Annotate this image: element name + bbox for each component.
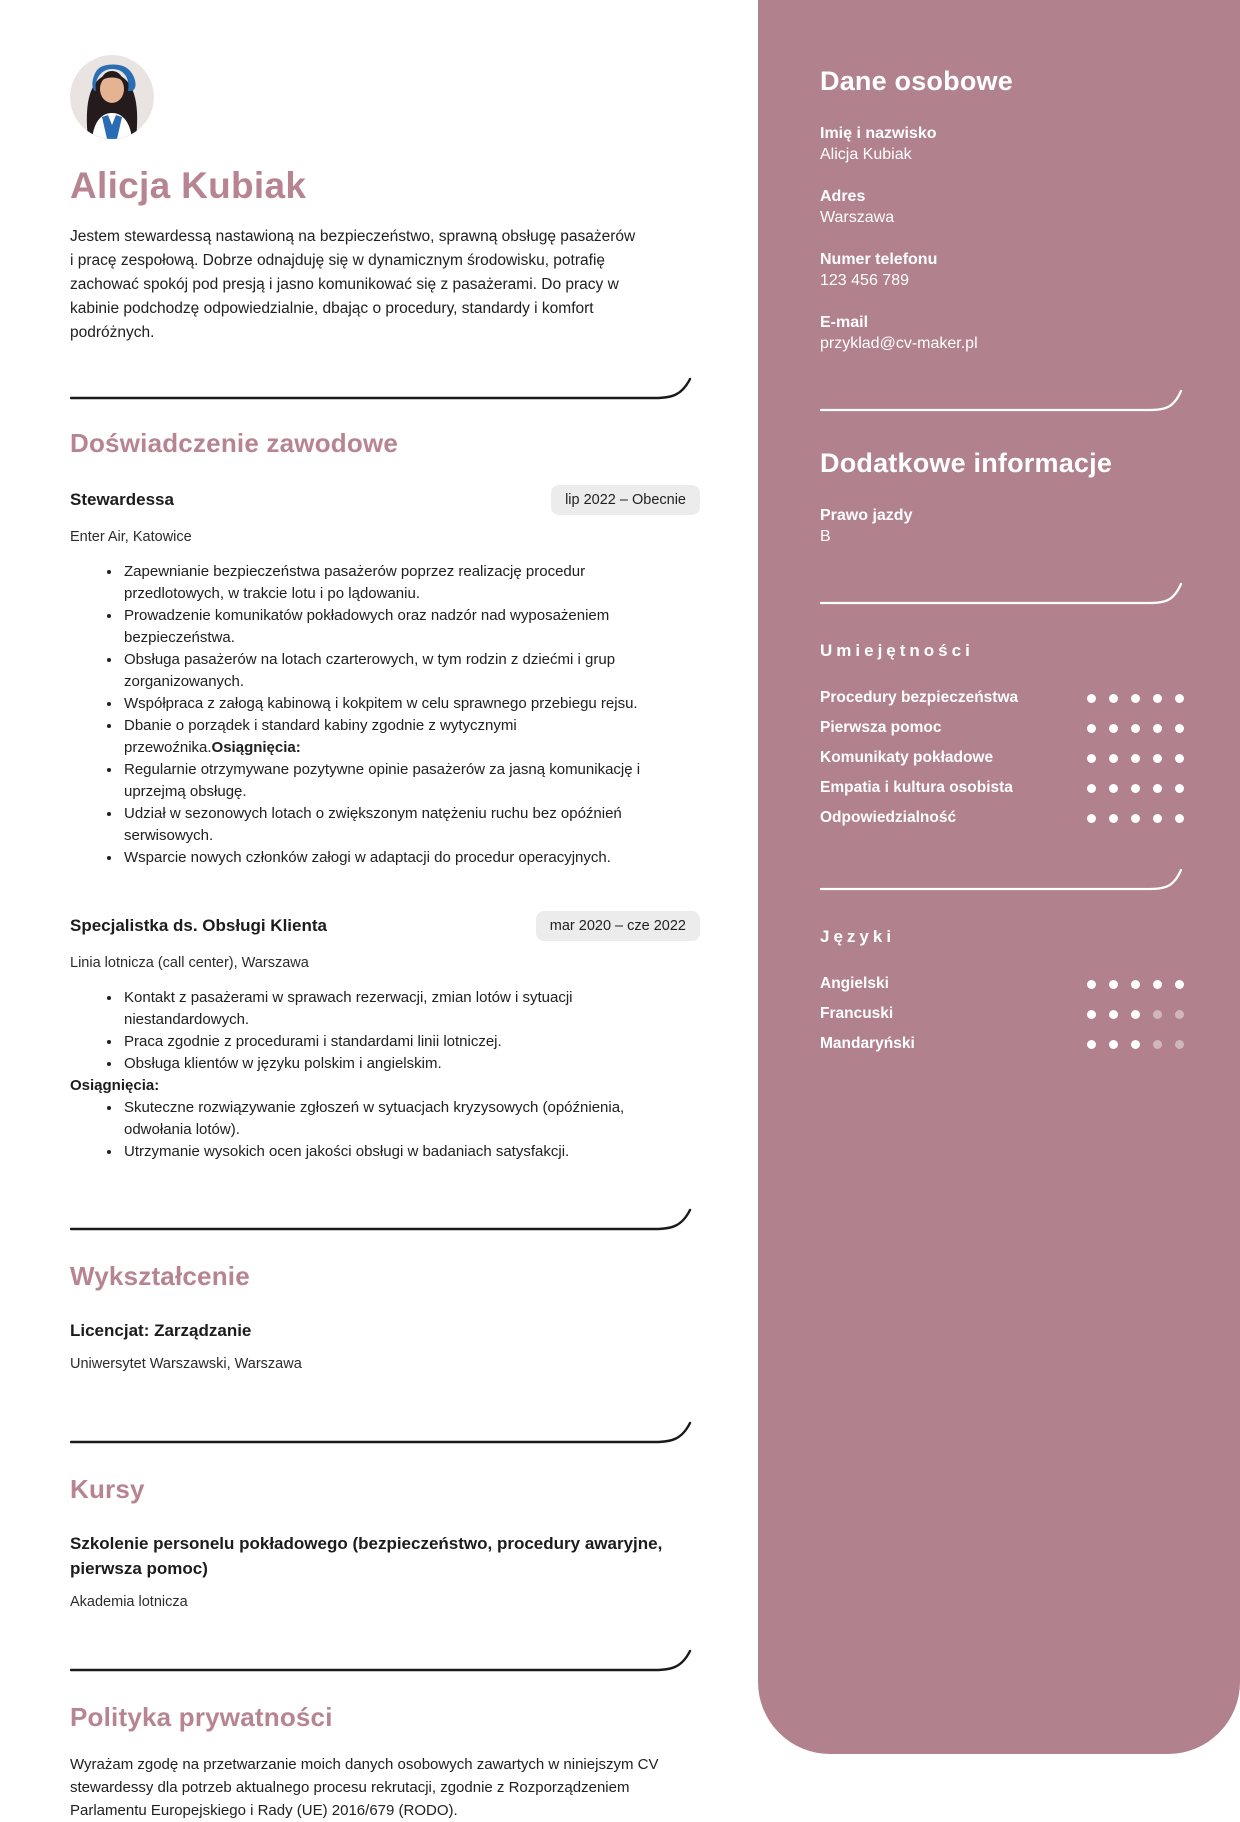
job-header	[70, 911, 700, 941]
personal-data-title: Dane osobowe	[820, 66, 1013, 96]
section-divider	[70, 376, 700, 400]
language-row	[820, 969, 1184, 999]
rating-dots	[1087, 694, 1184, 703]
job-bullet: • Praca zgodnie z procedurami i standardami linii lotniczej.	[122, 1031, 682, 1053]
rating-dots	[1087, 754, 1184, 763]
rating-dot	[1109, 754, 1118, 763]
skill-row	[820, 803, 1184, 833]
education-school: Uniwersytet Warszawski, Warszawa	[70, 1356, 302, 1372]
job-bullet: • Zapewnianie bezpieczeństwa pasażerów poprzez realizację procedur przedlotowych, w trakcie lotu i po lądowaniu.	[122, 561, 682, 605]
contact-value: Alicja Kubiak	[820, 146, 912, 163]
rating-dot	[1087, 814, 1096, 823]
rating-dot	[1109, 980, 1118, 989]
rating-dot	[1131, 814, 1140, 823]
rating-dot	[1153, 1010, 1162, 1019]
language-row-label: Francuski	[820, 1005, 894, 1022]
rating-dot	[1087, 754, 1096, 763]
section-divider	[70, 1648, 700, 1672]
skill-row	[820, 713, 1184, 743]
rating-dot	[1175, 1010, 1184, 1019]
skill-row	[820, 683, 1184, 713]
rating-dot	[1109, 1040, 1118, 1049]
achievements-heading: Osiągnięcia:	[70, 1077, 160, 1094]
contact-entry	[820, 186, 1184, 228]
contact-label: Imię i nazwisko	[820, 125, 937, 142]
job-bullet: • Udział w sezonowych lotach o zwiększonym natężeniu ruchu bez opóźnień serwisowych.	[122, 803, 682, 847]
rating-dot	[1131, 754, 1140, 763]
profile-summary: Jestem stewardessą nastawioną na bezpieczeństwo, sprawną obsługę pasażerów i pracę zespołową. Dobrze odnajduję się w dynamicznym środowisku, potrafię zachować spokój pod presją i jasno komunikować się z pasażerami. Do pracy w kabinie podchodzę odpowiedzialnie, dbając o procedury, standardy i komfort podróżnych.	[70, 228, 636, 341]
rating-dot	[1175, 1040, 1184, 1049]
profile-photo	[70, 55, 154, 139]
rating-dot	[1109, 724, 1118, 733]
rating-dot	[1175, 814, 1184, 823]
sidebar-divider	[820, 388, 1184, 412]
achievement-bullet: • Skuteczne rozwiązywanie zgłoszeń w sytuacjach kryzysowych (opóźnienia, odwołania lotów).	[122, 1097, 682, 1141]
rating-dot	[1131, 980, 1140, 989]
rating-dot	[1175, 724, 1184, 733]
rating-dot	[1153, 980, 1162, 989]
contact-value: 123 456 789	[820, 272, 909, 289]
job-period-badge: mar 2020 – cze 2022	[536, 911, 700, 941]
contact-value: Warszawa	[820, 209, 895, 226]
page-title: Alicja Kubiak	[70, 165, 307, 206]
achievements-bullet-list	[70, 1097, 682, 1163]
achievements-inline-label: Osiągnięcia:	[211, 739, 301, 756]
rating-dot	[1153, 754, 1162, 763]
education-degree: Licencjat: Zarządzanie	[70, 1321, 252, 1340]
rating-dots	[1087, 724, 1184, 733]
experience-job	[70, 911, 700, 1163]
contact-entry	[820, 505, 1184, 547]
education-section-title: Wykształcenie	[70, 1261, 250, 1291]
rating-dot	[1131, 724, 1140, 733]
course-name: Szkolenie personelu pokładowego (bezpieczeństwo, procedury awaryjne, pierwsza pomoc)	[70, 1534, 663, 1578]
skill-row	[820, 743, 1184, 773]
contact-value: B	[820, 528, 831, 545]
rating-dot	[1087, 784, 1096, 793]
job-bullet: • Obsługa klientów w języku polskim i angielskim.	[122, 1053, 682, 1075]
language-row	[820, 1029, 1184, 1059]
job-bullet: • Kontakt z pasażerami w sprawach rezerwacji, zmian lotów i sytuacji niestandardowych.	[122, 987, 682, 1031]
job-header	[70, 485, 700, 515]
achievement-bullet: • Utrzymanie wysokich ocen jakości obsługi w badaniach satysfakcji.	[122, 1141, 682, 1163]
rating-dot	[1087, 724, 1096, 733]
job-period-badge: lip 2022 – Obecnie	[551, 485, 700, 515]
skill-row-label: Komunikaty pokładowe	[820, 749, 994, 766]
skill-row	[820, 773, 1184, 803]
rating-dot	[1131, 1040, 1140, 1049]
contact-entry	[820, 312, 1184, 354]
rating-dots	[1087, 1040, 1184, 1049]
rating-dot	[1175, 694, 1184, 703]
section-divider	[70, 1420, 700, 1444]
contact-label: Adres	[820, 188, 866, 205]
languages-title: Języki	[820, 927, 896, 946]
skill-row-label: Procedury bezpieczeństwa	[820, 689, 1019, 706]
rating-dot	[1153, 1040, 1162, 1049]
rating-dot	[1153, 784, 1162, 793]
sidebar	[758, 0, 1240, 1754]
job-bullet: • Dbanie o porządek i standard kabiny zgodnie z wytycznymi przewoźnika.Osiągnięcia:	[122, 715, 682, 759]
contact-entry	[820, 123, 1184, 165]
rating-dot	[1087, 1010, 1096, 1019]
privacy-text: Wyrażam zgodę na przetwarzanie moich danych osobowych zawartych w niniejszym CV stewardessy dla potrzeb aktualnego procesu rekrutacji, zgodnie z Rozporządzeniem Parlamentu Europejskiego i Rady (UE) 2016/679 (RODO).	[70, 1756, 659, 1819]
rating-dot	[1087, 1040, 1096, 1049]
course-org: Akademia lotnicza	[70, 1594, 188, 1610]
sidebar-divider	[820, 581, 1184, 605]
skills-list	[820, 683, 1184, 833]
rating-dot	[1131, 1010, 1140, 1019]
job-bullet: • Prowadzenie komunikatów pokładowych oraz nadzór nad wyposażeniem bezpieczeństwa.	[122, 605, 682, 649]
skill-row-label: Empatia i kultura osobista	[820, 779, 1013, 796]
contact-label: E-mail	[820, 314, 869, 331]
personal-data-entries	[820, 123, 1184, 354]
job-title: Specjalistka ds. Obsługi Klienta	[70, 916, 327, 935]
rating-dots	[1087, 814, 1184, 823]
rating-dots	[1087, 1010, 1184, 1019]
contact-label: Numer telefonu	[820, 251, 938, 268]
contact-value: przyklad@cv-maker.pl	[820, 335, 978, 352]
sidebar-divider	[820, 867, 1184, 891]
rating-dot	[1153, 814, 1162, 823]
experience-section-title: Doświadczenie zawodowe	[70, 428, 399, 458]
experience-job	[70, 485, 700, 869]
courses-section-title: Kursy	[70, 1474, 145, 1504]
job-organization: Linia lotnicza (call center), Warszawa	[70, 955, 309, 971]
job-bullet-list	[70, 987, 682, 1075]
language-row-label: Mandaryński	[820, 1035, 915, 1052]
rating-dot	[1087, 980, 1096, 989]
job-bullet-list	[70, 561, 682, 869]
job-bullet: • Obsługa pasażerów na lotach czarterowych, w tym rodzin z dziećmi i grup zorganizowanych.	[122, 649, 682, 693]
rating-dots	[1087, 980, 1184, 989]
experience-jobs	[70, 485, 700, 1163]
job-title: Stewardessa	[70, 490, 174, 509]
rating-dot	[1131, 784, 1140, 793]
rating-dot	[1109, 814, 1118, 823]
rating-dot	[1131, 694, 1140, 703]
job-bullet: • Wsparcie nowych członków załogi w adaptacji do procedur operacyjnych.	[122, 847, 682, 869]
rating-dot	[1109, 784, 1118, 793]
rating-dot	[1175, 784, 1184, 793]
rating-dot	[1109, 694, 1118, 703]
language-row-label: Angielski	[820, 975, 889, 992]
section-divider	[70, 1207, 700, 1231]
rating-dot	[1153, 694, 1162, 703]
languages-list	[820, 969, 1184, 1059]
skill-row-label: Pierwsza pomoc	[820, 719, 942, 736]
rating-dot	[1153, 724, 1162, 733]
additional-info-entries	[820, 505, 1184, 547]
privacy-section-title: Polityka prywatności	[70, 1702, 333, 1732]
job-bullet: • Regularnie otrzymywane pozytywne opinie pasażerów za jasną komunikację i uprzejmą obsługę.	[122, 759, 682, 803]
contact-entry	[820, 249, 1184, 291]
rating-dot	[1087, 694, 1096, 703]
job-organization: Enter Air, Katowice	[70, 529, 192, 545]
job-bullet: • Współpraca z załogą kabinową i kokpitem w celu sprawnego przebiegu rejsu.	[122, 693, 682, 715]
skill-row-label: Odpowiedzialność	[820, 809, 957, 826]
rating-dot	[1175, 754, 1184, 763]
contact-label: Prawo jazdy	[820, 507, 913, 524]
rating-dot	[1175, 980, 1184, 989]
skills-title: Umiejętności	[820, 641, 974, 660]
additional-info-title: Dodatkowe informacje	[820, 448, 1113, 478]
rating-dots	[1087, 784, 1184, 793]
rating-dot	[1109, 1010, 1118, 1019]
language-row	[820, 999, 1184, 1029]
